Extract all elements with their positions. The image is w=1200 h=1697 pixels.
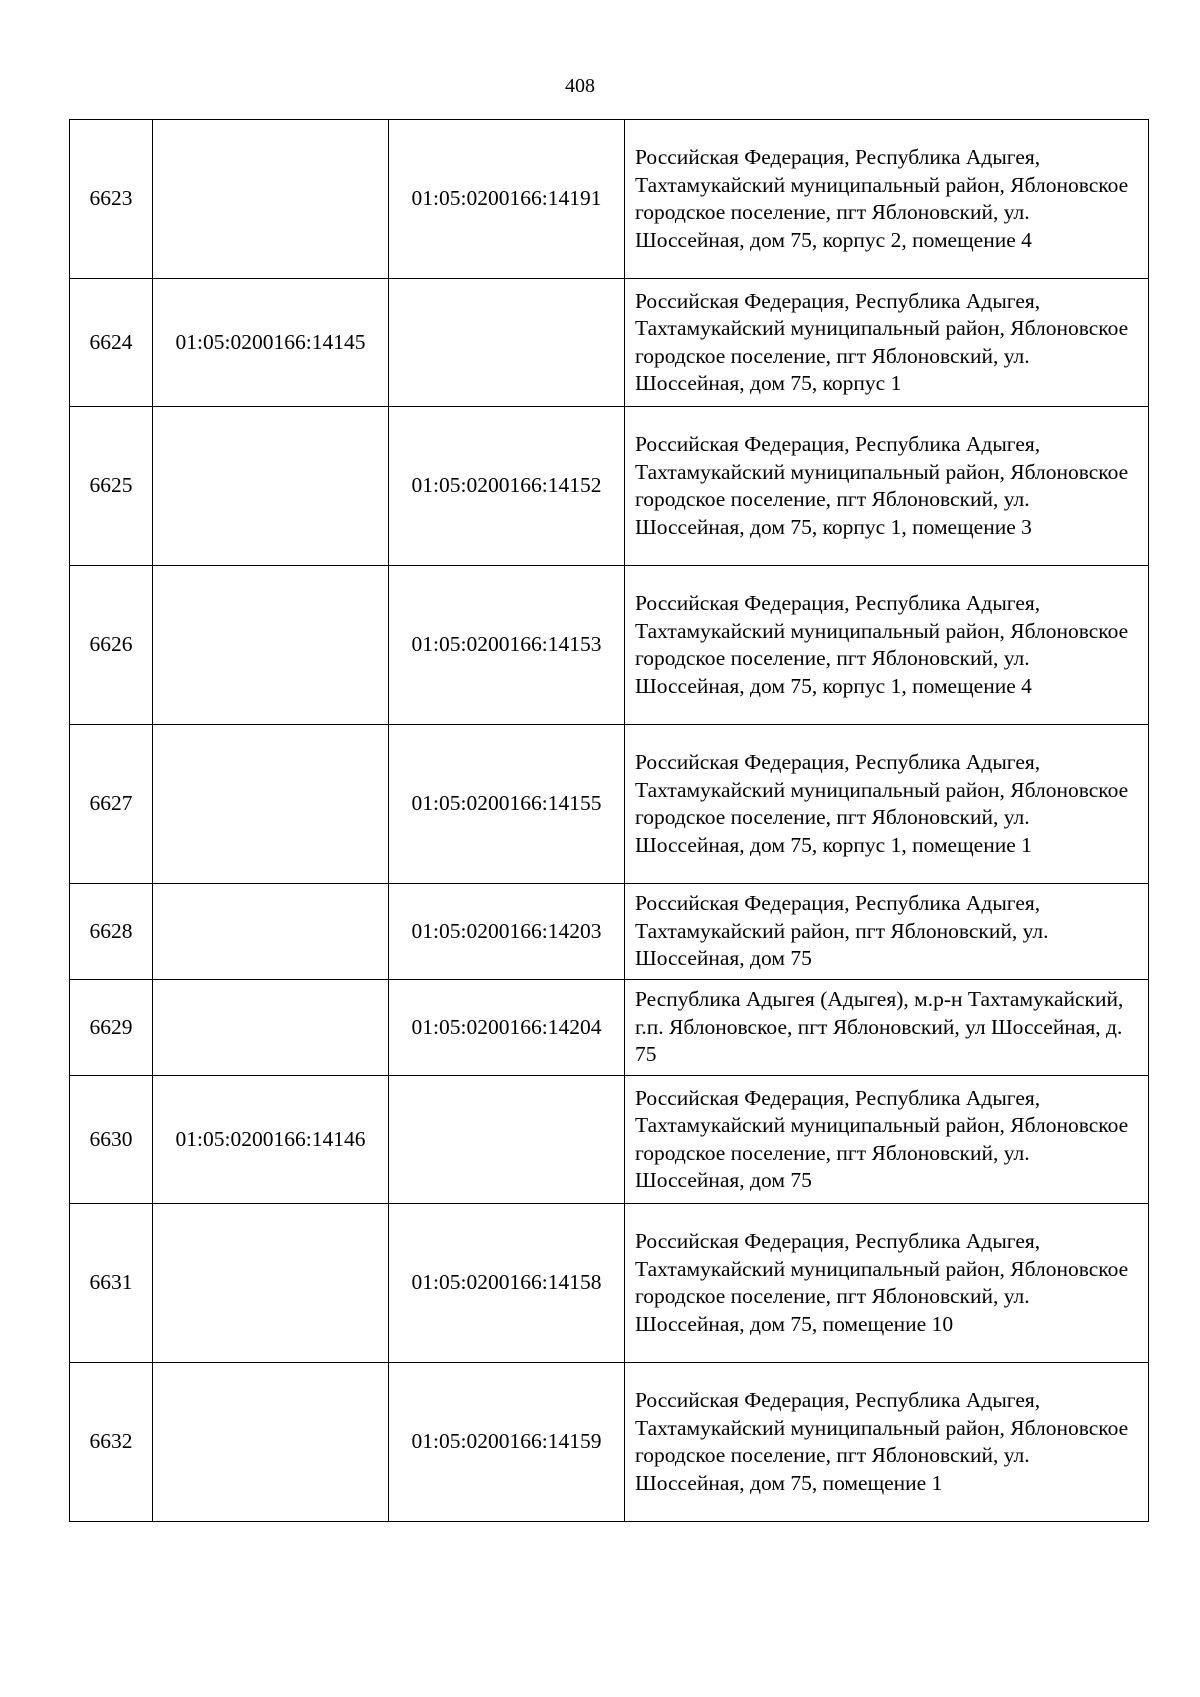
table-row: [70, 725, 1149, 884]
table-row: [70, 980, 1149, 1076]
premise-cadastral-cell: 01:05:0200166:14159: [389, 1363, 625, 1522]
row-number-cell: 6623: [70, 120, 153, 279]
table-row: [70, 279, 1149, 407]
registry-table: [69, 119, 1149, 1522]
building-cadastral-cell: [153, 1363, 389, 1522]
row-number-cell: 6627: [70, 725, 153, 884]
row-number-cell: 6624: [70, 279, 153, 407]
address-cell: Российская Федерация, Республика Адыгея, Тахтамукайский муниципальный район, Яблоновское городское поселение, пгт Яблоновский, ул. Шоссейная, дом 75, корпус 1: [625, 279, 1149, 407]
building-cadastral-cell: 01:05:0200166:14145: [153, 279, 389, 407]
address-cell: Российская Федерация, Республика Адыгея, Тахтамукайский муниципальный район, Яблоновское городское поселение, пгт Яблоновский, ул. Шоссейная, дом 75: [625, 1076, 1149, 1204]
address-cell: Российская Федерация, Республика Адыгея, Тахтамукайский муниципальный район, Яблоновское городское поселение, пгт Яблоновский, ул. Шоссейная, дом 75, помещение 1: [625, 1363, 1149, 1522]
page-number: 408: [565, 75, 595, 97]
row-number-cell: 6629: [70, 980, 153, 1076]
premise-cadastral-cell: 01:05:0200166:14203: [389, 884, 625, 980]
premise-cadastral-cell: 01:05:0200166:14191: [389, 120, 625, 279]
row-number-cell: 6626: [70, 566, 153, 725]
building-cadastral-cell: [153, 566, 389, 725]
building-cadastral-cell: [153, 884, 389, 980]
address-cell: Республика Адыгея (Адыгея), м.р-н Тахтамукайский, г.п. Яблоновское, пгт Яблоновский, ул Шоссейная, д. 75: [625, 980, 1149, 1076]
table-row: [70, 1363, 1149, 1522]
premise-cadastral-cell: 01:05:0200166:14153: [389, 566, 625, 725]
premise-cadastral-cell: 01:05:0200166:14152: [389, 407, 625, 566]
address-cell: Российская Федерация, Республика Адыгея, Тахтамукайский муниципальный район, Яблоновское городское поселение, пгт Яблоновский, ул. Шоссейная, дом 75, корпус 2, помещение 4: [625, 120, 1149, 279]
premise-cadastral-cell: 01:05:0200166:14158: [389, 1204, 625, 1363]
table-row: [70, 884, 1149, 980]
building-cadastral-cell: 01:05:0200166:14146: [153, 1076, 389, 1204]
premise-cadastral-cell: 01:05:0200166:14155: [389, 725, 625, 884]
table-row: [70, 120, 1149, 279]
address-cell: Российская Федерация, Республика Адыгея, Тахтамукайский район, пгт Яблоновский, ул. Шоссейная, дом 75: [625, 884, 1149, 980]
building-cadastral-cell: [153, 1204, 389, 1363]
row-number-cell: 6625: [70, 407, 153, 566]
address-cell: Российская Федерация, Республика Адыгея, Тахтамукайский муниципальный район, Яблоновское городское поселение, пгт Яблоновский, ул. Шоссейная, дом 75, корпус 1, помещение 4: [625, 566, 1149, 725]
address-cell: Российская Федерация, Республика Адыгея, Тахтамукайский муниципальный район, Яблоновское городское поселение, пгт Яблоновский, ул. Шоссейная, дом 75, корпус 1, помещение 1: [625, 725, 1149, 884]
building-cadastral-cell: [153, 980, 389, 1076]
premise-cadastral-cell: [389, 279, 625, 407]
table-row: [70, 566, 1149, 725]
table-row: [70, 407, 1149, 566]
row-number-cell: 6630: [70, 1076, 153, 1204]
building-cadastral-cell: [153, 120, 389, 279]
table-row: [70, 1076, 1149, 1204]
address-cell: Российская Федерация, Республика Адыгея, Тахтамукайский муниципальный район, Яблоновское городское поселение, пгт Яблоновский, ул. Шоссейная, дом 75, помещение 10: [625, 1204, 1149, 1363]
row-number-cell: 6628: [70, 884, 153, 980]
building-cadastral-cell: [153, 725, 389, 884]
address-cell: Российская Федерация, Республика Адыгея, Тахтамукайский муниципальный район, Яблоновское городское поселение, пгт Яблоновский, ул. Шоссейная, дом 75, корпус 1, помещение 3: [625, 407, 1149, 566]
row-number-cell: 6632: [70, 1363, 153, 1522]
row-number-cell: 6631: [70, 1204, 153, 1363]
building-cadastral-cell: [153, 407, 389, 566]
premise-cadastral-cell: [389, 1076, 625, 1204]
table-row: [70, 1204, 1149, 1363]
premise-cadastral-cell: 01:05:0200166:14204: [389, 980, 625, 1076]
